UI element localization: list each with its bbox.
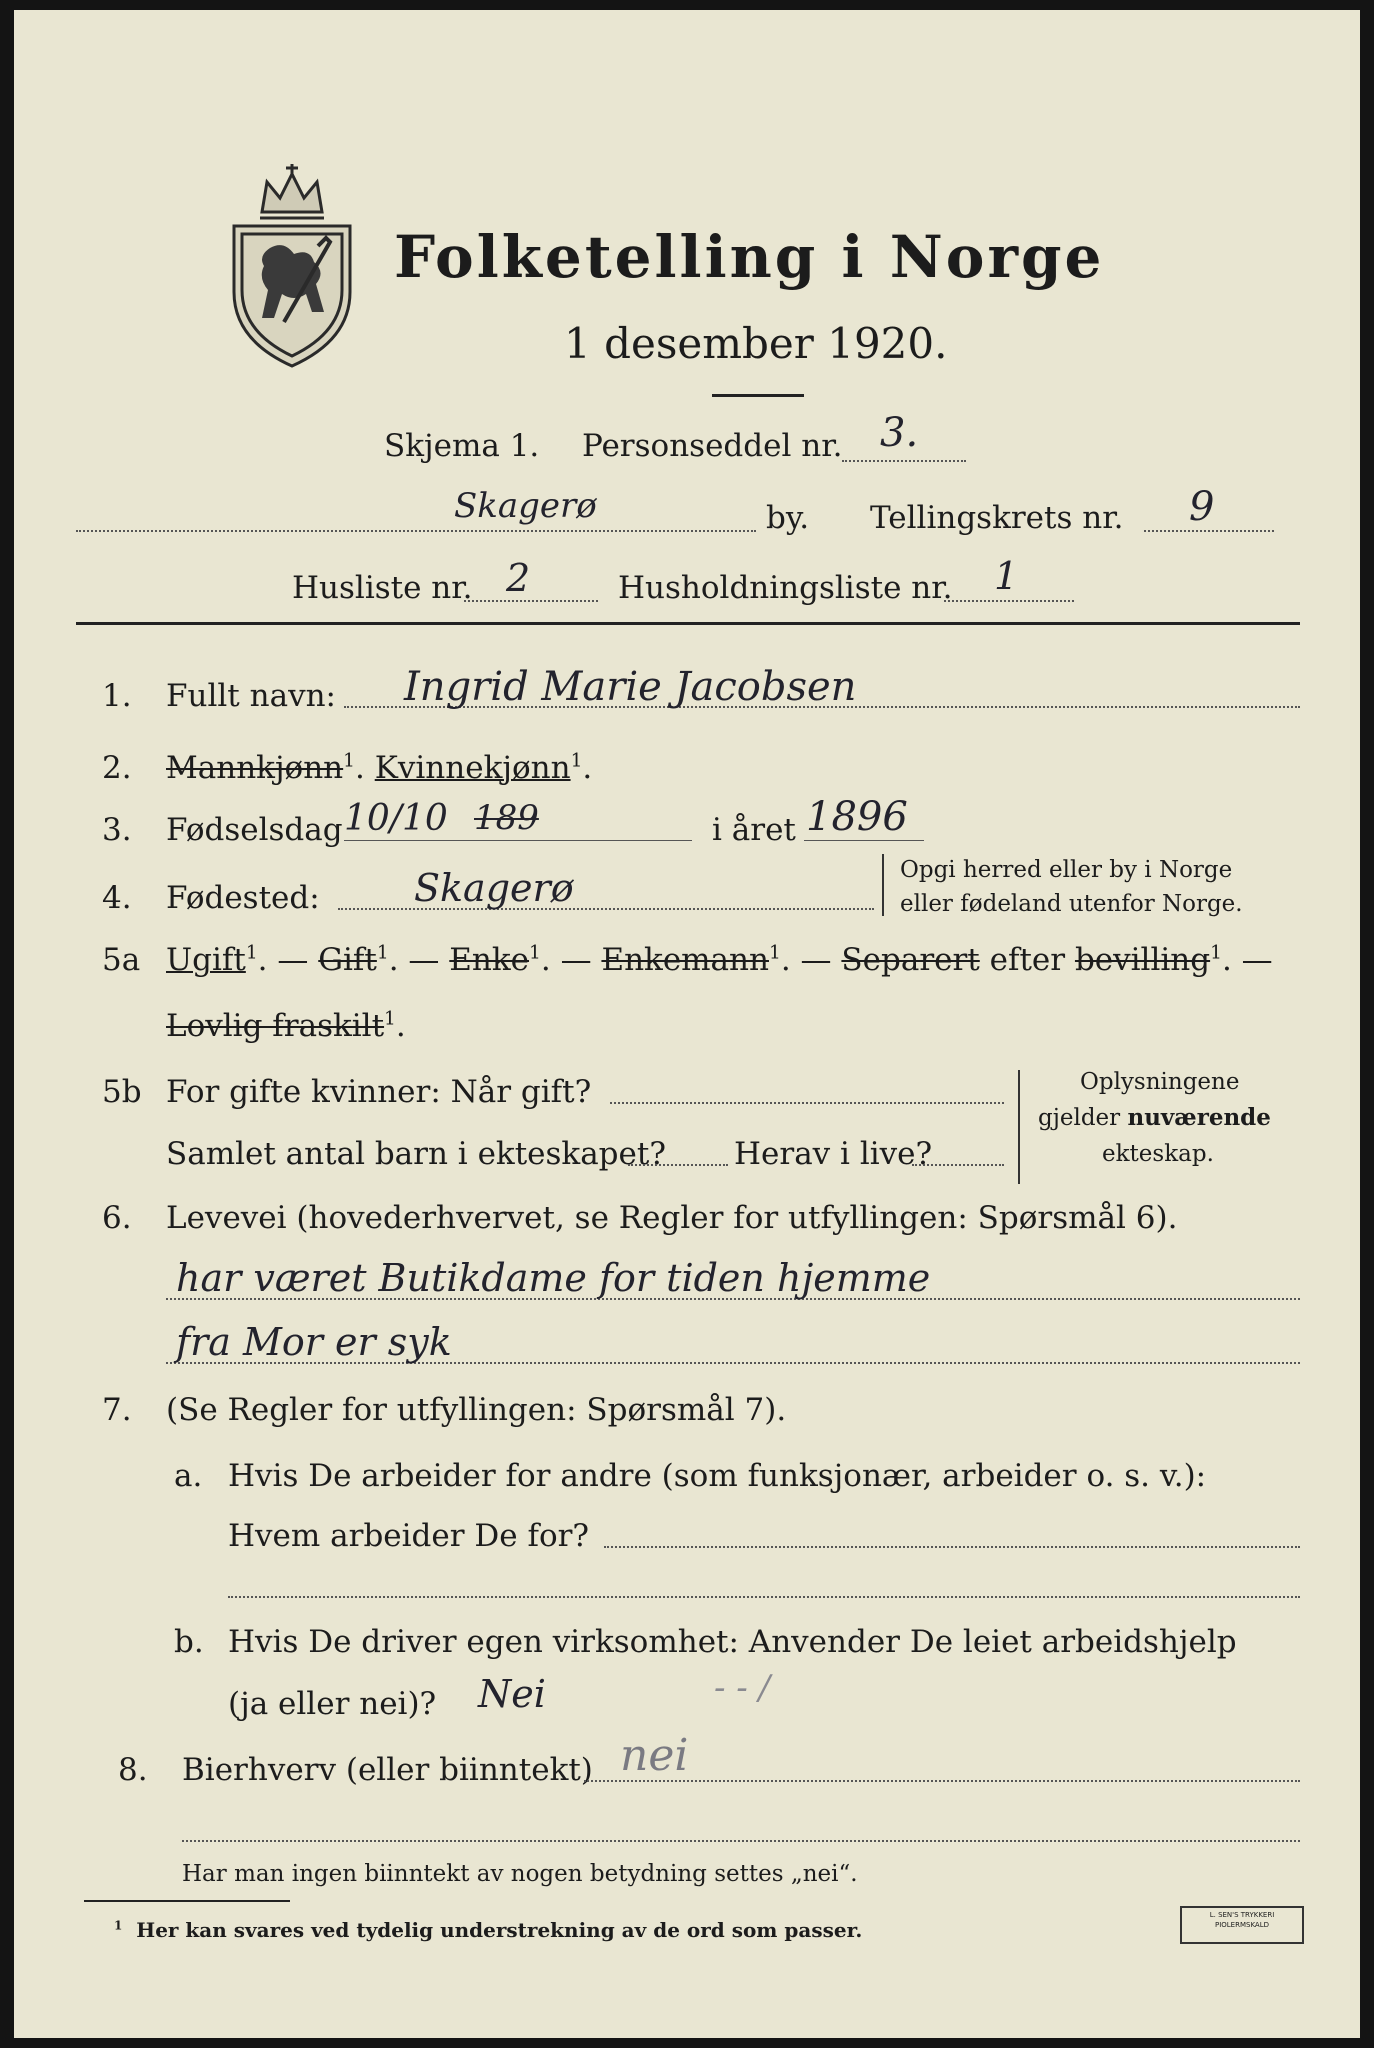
q7b-letter: b. bbox=[174, 1624, 204, 1660]
birthday-value[interactable]: 10/10 bbox=[344, 798, 448, 839]
q6-number: 6. bbox=[102, 1200, 132, 1236]
hired-help-extra-mark: - - / bbox=[714, 1668, 771, 1708]
q5b-note-line3: ekteskap. bbox=[1102, 1141, 1214, 1167]
ugift-option[interactable]: Ugift bbox=[166, 942, 246, 978]
birthday-struck-value: 189 bbox=[474, 798, 539, 838]
q5b-number: 5b bbox=[102, 1074, 142, 1110]
q4-note-line1: Opgi herred eller by i Norge bbox=[900, 857, 1233, 883]
husliste-value[interactable]: 2 bbox=[506, 556, 531, 600]
side-income-value[interactable]: nei bbox=[620, 1730, 689, 1781]
q4-label: Fødested: bbox=[166, 880, 320, 916]
birthplace-value[interactable]: Skagerø bbox=[414, 866, 574, 910]
q1-label: Fullt navn: bbox=[166, 678, 336, 714]
year-label: i året bbox=[712, 812, 796, 848]
tellingskrets-label: Tellingskrets nr. bbox=[870, 500, 1124, 536]
coat-of-arms-icon bbox=[222, 162, 362, 372]
q7a-text: Hvis De arbeider for andre (som funksjonær, arbeider o. s. v.): bbox=[228, 1458, 1207, 1494]
married-date-field[interactable] bbox=[610, 1102, 1004, 1104]
female-option[interactable]: Kvinnekjønn bbox=[374, 750, 571, 786]
q5b-note-line2: gjelder nuværende bbox=[1038, 1104, 1271, 1131]
q7a-letter: a. bbox=[174, 1458, 203, 1494]
employer-field-line2[interactable] bbox=[228, 1596, 1300, 1598]
side-income-field-line2[interactable] bbox=[182, 1840, 1300, 1842]
by-label: by. bbox=[766, 500, 810, 536]
q2-number: 2. bbox=[102, 750, 132, 786]
husliste-label: Husliste nr. bbox=[292, 570, 473, 606]
fraskilt-option[interactable]: Lovlig fraskilt bbox=[166, 1008, 385, 1044]
children-field[interactable] bbox=[628, 1164, 728, 1166]
q6-label: Levevei (hovederhvervet, se Regler for utfyllingen: Spørsmål 6). bbox=[166, 1200, 1178, 1236]
census-date: 1 desember 1920. bbox=[564, 319, 948, 368]
employer-field[interactable] bbox=[604, 1546, 1300, 1548]
fraskilt-line: Lovlig fraskilt$^1$. bbox=[166, 1008, 406, 1044]
enkemann-option[interactable]: Enkemann bbox=[601, 942, 769, 978]
town-value[interactable]: Skagerø bbox=[454, 486, 597, 526]
tellingskrets-value[interactable]: 9 bbox=[1189, 484, 1215, 530]
personseddel-value[interactable]: 3. bbox=[880, 410, 919, 456]
q4-number: 4. bbox=[102, 880, 132, 916]
q1-number: 1. bbox=[102, 678, 132, 714]
q4-note-line2: eller fødeland utenfor Norge. bbox=[900, 891, 1243, 917]
husholdningsliste-value[interactable]: 1 bbox=[994, 554, 1019, 598]
q7b-question: (ja eller nei)? bbox=[228, 1686, 437, 1722]
printer-stamp-line2: PIOLERMSKALD bbox=[1214, 1921, 1269, 1929]
alive-label: Herav i live? bbox=[734, 1136, 933, 1172]
q4-brace bbox=[882, 854, 892, 916]
footnote: $^1$ Her kan svares ved tydelig understrekning av de ord som passer. bbox=[114, 1918, 863, 1942]
bevilling-option[interactable]: bevilling bbox=[1074, 942, 1211, 978]
header-divider bbox=[76, 622, 1300, 625]
hired-help-value[interactable]: Nei bbox=[478, 1672, 546, 1716]
q5b-note-line1: Oplysningene bbox=[1080, 1069, 1240, 1095]
marital-options: Ugift$^1$. — Gift$^1$. — Enke$^1$. — Enkemann$^1$. — Separert efter bevilling$^1$. — bbox=[166, 942, 1273, 978]
q5b-label: For gifte kvinner: Når gift? bbox=[166, 1074, 592, 1110]
skjema-label: Skjema 1. bbox=[384, 428, 540, 464]
enke-option[interactable]: Enke bbox=[449, 942, 530, 978]
q5a-number: 5a bbox=[102, 942, 141, 978]
form-title: Folketelling i Norge bbox=[394, 223, 1105, 291]
husholdningsliste-label: Husholdningsliste nr. bbox=[618, 570, 953, 606]
title-rule bbox=[712, 394, 804, 397]
alive-field[interactable] bbox=[912, 1164, 1004, 1166]
printer-stamp bbox=[1180, 1906, 1304, 1944]
full-name-value[interactable]: Ingrid Marie Jacobsen bbox=[404, 664, 857, 710]
q7-label: (Se Regler for utfyllingen: Spørsmål 7). bbox=[166, 1392, 787, 1428]
sex-options: Mannkjønn$^1$. Kvinnekjønn$^1$. bbox=[166, 750, 593, 786]
gift-option[interactable]: Gift bbox=[318, 942, 377, 978]
male-option[interactable]: Mannkjønn bbox=[166, 750, 344, 786]
q7a-question: Hvem arbeider De for? bbox=[228, 1518, 590, 1554]
personseddel-label: Personseddel nr. bbox=[582, 428, 843, 464]
census-form bbox=[14, 10, 1360, 2038]
q7-number: 7. bbox=[102, 1392, 132, 1428]
separert-option[interactable]: Separert bbox=[841, 942, 980, 978]
q8-number: 8. bbox=[118, 1752, 148, 1788]
occupation-line1[interactable]: har været Butikdame for tiden hjemme bbox=[176, 1256, 931, 1300]
q3-number: 3. bbox=[102, 812, 132, 848]
q5b-brace bbox=[1018, 1070, 1028, 1184]
q7b-text: Hvis De driver egen virksomhet: Anvender De leiet arbeidshjelp bbox=[228, 1624, 1237, 1660]
q3-label: Fødselsdag bbox=[166, 812, 343, 848]
nei-note: Har man ingen biinntekt av nogen betydning settes „nei“. bbox=[182, 1861, 858, 1887]
printer-stamp-line1: L. SEN'S TRYKKERI bbox=[1209, 1911, 1275, 1919]
footnote-rule bbox=[84, 1900, 290, 1902]
children-label: Samlet antal barn i ekteskapet? bbox=[166, 1136, 666, 1172]
q8-label: Bierhverv (eller biinntekt) bbox=[182, 1752, 593, 1788]
birth-year-value[interactable]: 1896 bbox=[806, 794, 908, 840]
occupation-line2[interactable]: fra Mor er syk bbox=[176, 1320, 452, 1364]
